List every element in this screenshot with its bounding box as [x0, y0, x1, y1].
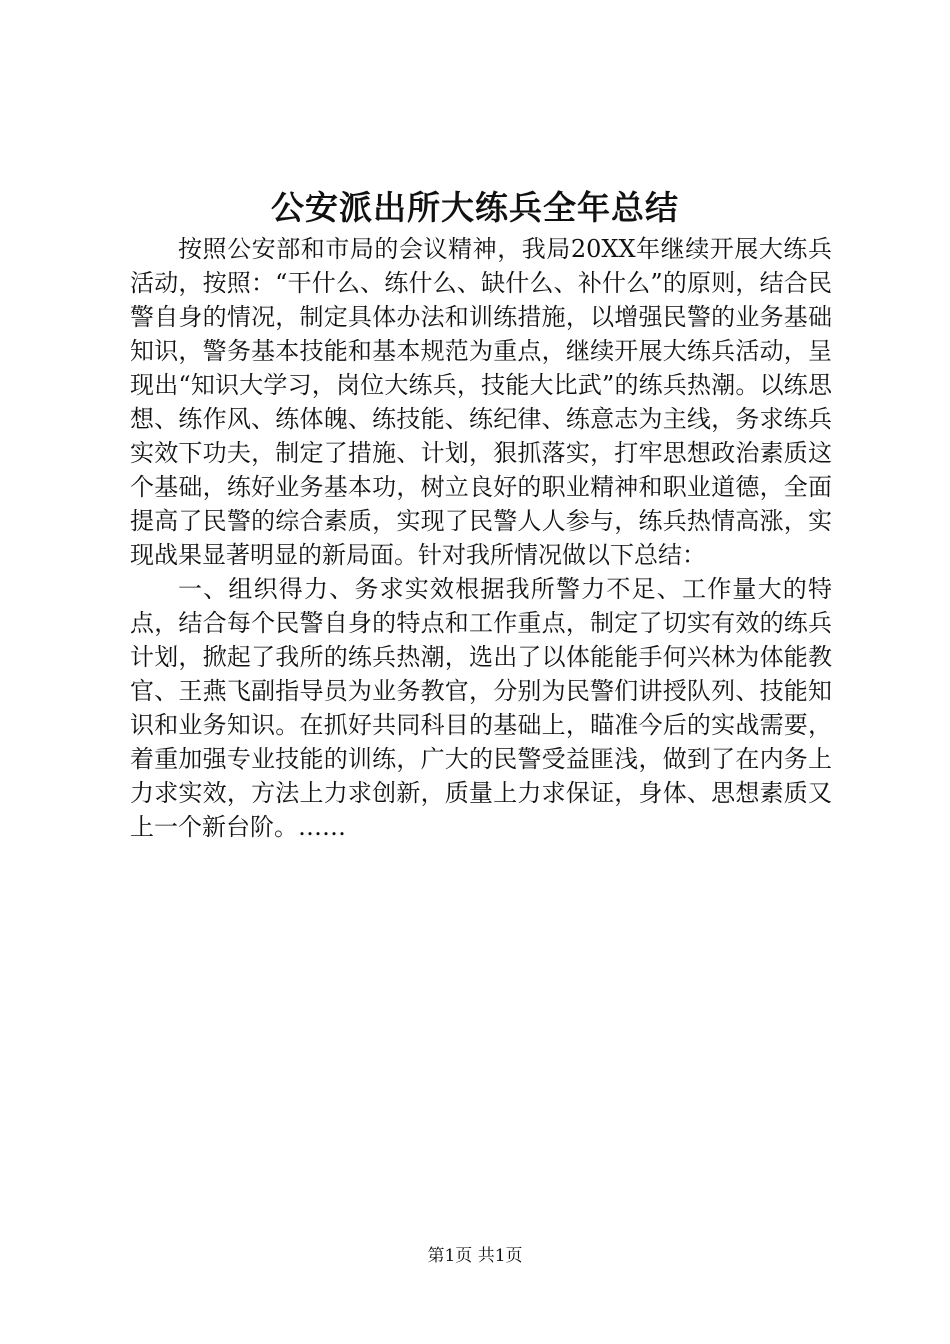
document-body — [130, 232, 832, 844]
body-paragraph-section-1: 一、组织得力、务求实效根据我所警力不足、工作量大的特点，结合每个民警自身的特点和工作重点，制定了切实有效的练兵计划，掀起了我所的练兵热潮，选出了以体能能手何兴林为体能教官、王燕飞副指导员为业务教官，分别为民警们讲授队列、技能知识和业务知识。在抓好共同科目的基础上，瞄准今后的实战需要，着重加强专业技能的训练，广大的民警受益匪浅，做到了在内务上力求实效，方法上力求创新，质量上力求保证，身体、思想素质又上一个新台阶。…… — [130, 575, 832, 841]
page-number-footer: 第1页 共1页 — [427, 1246, 523, 1266]
body-paragraph-intro: 按照公安部和市局的会议精神，我局20XX年继续开展大练兵活动，按照：“干什么、练什么、缺什么、补什么”的原则，结合民警自身的情况，制定具体办法和训练措施，以增强民警的业务基础知识，警务基本技能和基本规范为重点，继续开展大练兵活动，呈现出“知识大学习，岗位大练兵，技能大比武”的练兵热潮。以练思想、练作风、练体魄、练技能、练纪律、练意志为主线，务求练兵实效下功夫，制定了措施、计划，狠抓落实，打牢思想政治素质这个基础，练好业务基本功，树立良好的职业精神和职业道德，全面提高了民警的综合素质，实现了民警人人参与，练兵热情高涨，实现战果显著明显的新局面。针对我所情况做以下总结： — [130, 235, 832, 569]
document-title: 公安派出所大练兵全年总结 — [271, 188, 679, 227]
